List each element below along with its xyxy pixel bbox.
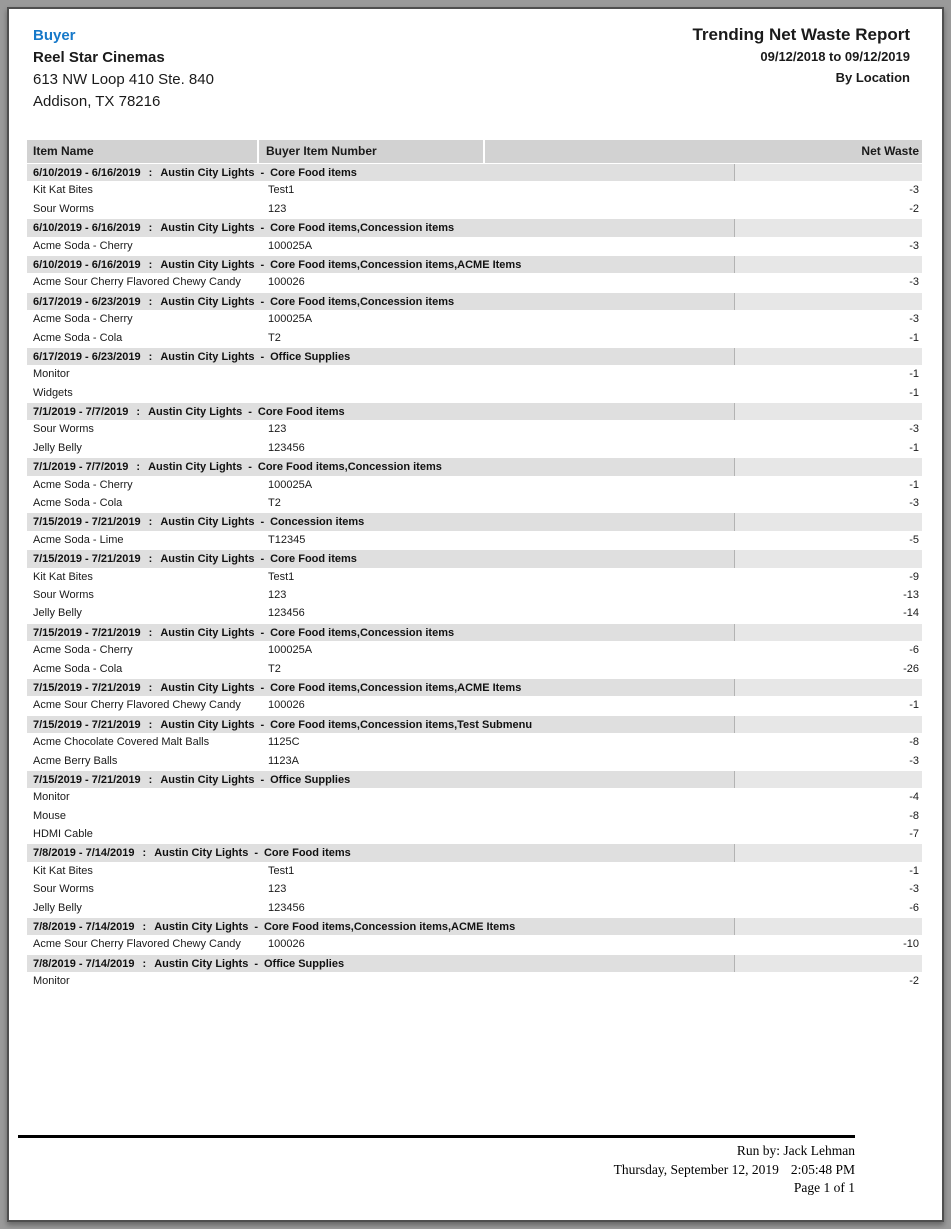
- buyer-item-number-cell: T2: [268, 662, 281, 675]
- group-separator-dash: -: [254, 957, 258, 970]
- group-separator-dash: -: [260, 258, 265, 271]
- group-separator-dash: -: [260, 350, 265, 363]
- group-header-row: [27, 770, 922, 788]
- group-category: Core Food items,Concession items,ACME Items: [270, 258, 522, 271]
- buyer-item-number-cell: 123: [268, 588, 287, 601]
- group-separator-colon: :: [136, 406, 141, 419]
- table-row: [27, 935, 922, 953]
- buyer-item-number-cell: T2: [268, 331, 281, 344]
- group-header-row: [27, 954, 922, 972]
- group-location: Austin City Lights: [160, 295, 255, 308]
- group-separator-colon: :: [148, 167, 153, 179]
- group-header-net-waste-cell: [734, 918, 922, 935]
- group-header-net-waste-cell: [734, 716, 922, 733]
- table-row: [27, 237, 922, 255]
- group-header-net-waste-cell: [734, 458, 922, 475]
- group-period: 7/1/2019 - 7/7/2019: [33, 461, 129, 474]
- group-header-row: [27, 457, 922, 475]
- group-separator-dash: -: [260, 553, 265, 566]
- group-header-label: [27, 716, 734, 733]
- group-period: 7/15/2019 - 7/21/2019: [33, 718, 141, 731]
- net-waste-cell: -1: [909, 478, 919, 491]
- group-location: Austin City Lights: [160, 516, 255, 529]
- group-separator-colon: :: [148, 773, 153, 786]
- group-location: Austin City Lights: [154, 921, 249, 934]
- group-separator-colon: :: [148, 295, 153, 308]
- buyer-item-number-cell: T12345: [268, 533, 306, 546]
- table-row: [27, 494, 922, 512]
- group-separator-dash: -: [260, 681, 265, 694]
- table-row: [27, 310, 922, 328]
- buyer-item-number-cell: 123: [268, 883, 287, 896]
- item-name-cell: Kit Kat Bites: [33, 184, 93, 197]
- item-name-cell: Acme Soda - Cherry: [33, 644, 133, 657]
- group-header-net-waste-cell: [734, 550, 922, 567]
- buyer-item-number-cell: 100026: [268, 699, 305, 712]
- report-grouping: By Location: [835, 70, 910, 85]
- item-name-cell: Widgets: [33, 386, 73, 399]
- buyer-item-number-cell: 100025A: [268, 239, 313, 252]
- buyer-item-number-cell: Test1: [268, 570, 295, 583]
- group-category: Core Food items,Concession items: [270, 222, 455, 235]
- table-row: [27, 365, 922, 383]
- group-header-label: [27, 771, 734, 788]
- group-header-net-waste-cell: [734, 256, 922, 273]
- table-row: [27, 788, 922, 806]
- table-row: [27, 899, 922, 917]
- group-period: 6/10/2019 - 6/16/2019: [33, 222, 141, 235]
- group-separator-colon: :: [148, 516, 153, 529]
- item-name-cell: Acme Soda - Cherry: [33, 478, 133, 491]
- group-header-label: [27, 458, 734, 475]
- buyer-address-line1: 613 NW Loop 410 Ste. 840: [33, 71, 214, 88]
- buyer-item-number-cell: 1125C: [268, 736, 300, 749]
- group-location: Austin City Lights: [160, 718, 255, 731]
- buyer-item-number-cell: [268, 825, 802, 843]
- group-header-label: [27, 403, 734, 420]
- group-location: Austin City Lights: [148, 461, 243, 474]
- table-row: [27, 329, 922, 347]
- group-header-label: [27, 293, 734, 310]
- group-separator-dash: -: [260, 773, 265, 786]
- table-row: [27, 696, 922, 714]
- group-category: Core Food items: [270, 553, 357, 566]
- group-header-net-waste-cell: [734, 679, 922, 696]
- group-separator-dash: -: [254, 847, 258, 860]
- buyer-item-number-cell: 100026: [268, 276, 305, 289]
- group-category: Concession items: [270, 516, 365, 529]
- group-separator-colon: :: [142, 847, 147, 860]
- net-waste-cell: -1: [909, 331, 919, 344]
- group-separator-dash: -: [260, 167, 265, 179]
- net-waste-cell: -2: [909, 975, 919, 988]
- buyer-item-number-cell: 123456: [268, 607, 305, 620]
- buyer-address-line2: Addison, TX 78216: [33, 93, 161, 110]
- table-row: [27, 273, 922, 291]
- group-header-net-waste-cell: [734, 771, 922, 788]
- item-name-cell: Acme Berry Balls: [33, 754, 118, 767]
- report-page-inner: [9, 9, 942, 1220]
- group-header-label: [27, 550, 734, 567]
- group-separator-dash: -: [260, 516, 265, 529]
- table-row: [27, 531, 922, 549]
- footer-datetime: [614, 1161, 855, 1180]
- buyer-item-number-cell: 100025A: [268, 478, 313, 491]
- net-waste-cell: -26: [903, 662, 919, 675]
- group-header-net-waste-cell: [734, 624, 922, 641]
- net-waste-cell: -3: [909, 754, 919, 767]
- group-category: Office Supplies: [270, 773, 351, 786]
- group-header-net-waste-cell: [734, 348, 922, 365]
- net-waste-cell: -10: [903, 938, 919, 951]
- group-header-net-waste-cell: [734, 955, 922, 972]
- group-period: 7/15/2019 - 7/21/2019: [33, 681, 141, 694]
- group-header-row: [27, 512, 922, 530]
- group-category: Core Food items,Concession items,Test Submenu: [270, 718, 533, 731]
- buyer-name: Reel Star Cinemas: [33, 49, 165, 66]
- footer-run-by: Run by: Jack Lehman: [736, 1143, 855, 1158]
- group-location: Austin City Lights: [148, 406, 243, 419]
- net-waste-cell: -3: [909, 497, 919, 510]
- group-separator-colon: :: [148, 718, 153, 731]
- item-name-cell: Sour Worms: [33, 588, 94, 601]
- group-separator-colon: :: [148, 626, 153, 639]
- group-period: 7/1/2019 - 7/7/2019: [33, 406, 129, 419]
- buyer-item-number-cell: [268, 384, 802, 402]
- table-row: [27, 880, 922, 898]
- group-location: Austin City Lights: [160, 258, 255, 271]
- group-separator-colon: :: [136, 461, 141, 474]
- group-separator-colon: :: [148, 553, 153, 566]
- table-row: [27, 586, 922, 604]
- table-row: [27, 807, 922, 825]
- net-waste-table: [27, 140, 922, 991]
- buyer-info-block: [33, 25, 214, 113]
- item-name-cell: Sour Worms: [33, 202, 94, 215]
- item-name-cell: Acme Sour Cherry Flavored Chewy Candy: [33, 276, 241, 289]
- table-header-row: [27, 140, 922, 163]
- group-category: Core Food items: [263, 847, 351, 860]
- group-header-row: [27, 402, 922, 420]
- item-name-cell: Acme Sour Cherry Flavored Chewy Candy: [33, 699, 241, 712]
- item-name-cell: Monitor: [33, 975, 70, 988]
- table-row: [27, 568, 922, 586]
- table-row: [27, 420, 922, 438]
- group-location: Austin City Lights: [160, 350, 255, 363]
- group-header-row: [27, 163, 922, 181]
- group-header-label: [27, 348, 734, 365]
- buyer-label: Buyer: [33, 27, 76, 44]
- group-header-row: [27, 715, 922, 733]
- group-period: 7/8/2019 - 7/14/2019: [33, 921, 135, 934]
- group-separator-colon: :: [142, 957, 147, 970]
- group-header-row: [27, 347, 922, 365]
- net-waste-cell: -3: [909, 313, 919, 326]
- item-name-cell: Kit Kat Bites: [33, 864, 93, 877]
- item-name-cell: Monitor: [33, 368, 70, 381]
- group-category: Core Food items,Concession items: [270, 295, 455, 308]
- group-header-net-waste-cell: [734, 293, 922, 310]
- item-name-cell: Sour Worms: [33, 423, 94, 436]
- group-separator-dash: -: [260, 295, 265, 308]
- item-name-cell: Acme Soda - Cola: [33, 497, 123, 510]
- item-name-cell: Acme Soda - Cherry: [33, 313, 133, 326]
- group-period: 6/17/2019 - 6/23/2019: [33, 350, 141, 363]
- group-location: Austin City Lights: [154, 847, 249, 860]
- item-name-cell: Acme Soda - Cherry: [33, 239, 133, 252]
- net-waste-cell: -1: [909, 386, 919, 399]
- table-row: [27, 200, 922, 218]
- group-category: Core Food items,Concession items,ACME Items: [263, 921, 516, 934]
- net-waste-cell: -1: [909, 699, 919, 712]
- net-waste-cell: -8: [909, 809, 919, 822]
- table-row: [27, 384, 922, 402]
- group-period: 6/10/2019 - 6/16/2019: [33, 167, 141, 179]
- group-category: Core Food items: [270, 167, 357, 179]
- group-header-net-waste-cell: [734, 219, 922, 236]
- table-row: [27, 181, 922, 199]
- item-name-cell: Sour Worms: [33, 883, 94, 896]
- table-row: [27, 825, 922, 843]
- group-period: 7/15/2019 - 7/21/2019: [33, 553, 141, 566]
- group-header-row: [27, 292, 922, 310]
- group-header-label: [27, 219, 734, 236]
- net-waste-cell: -14: [903, 607, 919, 620]
- group-category: Core Food items,Concession items,ACME Items: [270, 681, 522, 694]
- table-row: [27, 604, 922, 622]
- group-location: Austin City Lights: [160, 167, 255, 179]
- group-header-label: [27, 918, 734, 935]
- buyer-item-number-cell: 100025A: [268, 313, 313, 326]
- table-row: [27, 439, 922, 457]
- buyer-item-number-cell: [268, 972, 802, 990]
- group-period: 6/10/2019 - 6/16/2019: [33, 258, 141, 271]
- group-header-net-waste-cell: [734, 403, 922, 420]
- group-location: Austin City Lights: [160, 222, 255, 235]
- group-location: Austin City Lights: [160, 773, 255, 786]
- report-date-range: 09/12/2018 to 09/12/2019: [760, 49, 910, 64]
- footer-time: 2:05:48 PM: [790, 1161, 855, 1177]
- group-period: 7/8/2019 - 7/14/2019: [33, 847, 135, 860]
- item-name-cell: Jelly Belly: [33, 607, 82, 620]
- group-separator-dash: -: [260, 626, 265, 639]
- buyer-item-number-cell: Test1: [268, 864, 295, 877]
- item-name-cell: Acme Chocolate Covered Malt Balls: [33, 736, 210, 749]
- group-header-row: [27, 678, 922, 696]
- group-header-row: [27, 623, 922, 641]
- item-name-cell: Monitor: [33, 791, 70, 804]
- net-waste-cell: -3: [909, 883, 919, 896]
- group-separator-colon: :: [148, 350, 153, 363]
- group-header-row: [27, 549, 922, 567]
- footer-divider-line: [18, 1135, 855, 1138]
- item-name-cell: Acme Soda - Cola: [33, 662, 123, 675]
- group-separator-dash: -: [260, 718, 265, 731]
- item-name-cell: Kit Kat Bites: [33, 570, 93, 583]
- group-separator-colon: :: [148, 681, 153, 694]
- net-waste-cell: -1: [909, 441, 919, 454]
- item-name-cell: HDMI Cable: [33, 828, 93, 841]
- group-category: Core Food items,Concession items: [257, 461, 442, 474]
- group-separator-dash: -: [248, 406, 252, 419]
- group-header-label: [27, 256, 734, 273]
- table-row: [27, 476, 922, 494]
- group-header-row: [27, 917, 922, 935]
- group-period: 7/15/2019 - 7/21/2019: [33, 516, 141, 529]
- group-separator-dash: -: [260, 222, 265, 235]
- buyer-item-number-cell: 100026: [268, 938, 305, 951]
- item-name-cell: Acme Soda - Cola: [33, 331, 123, 344]
- group-location: Austin City Lights: [160, 681, 255, 694]
- group-header-net-waste-cell: [734, 513, 922, 530]
- item-name-cell: Jelly Belly: [33, 901, 82, 914]
- net-waste-cell: -7: [909, 828, 919, 841]
- group-header-label: [27, 624, 734, 641]
- group-header-label: [27, 955, 734, 972]
- group-header-row: [27, 843, 922, 861]
- net-waste-cell: -1: [909, 864, 919, 877]
- net-waste-cell: -1: [909, 368, 919, 381]
- group-category: Core Food items,Concession items: [270, 626, 455, 639]
- group-period: 7/15/2019 - 7/21/2019: [33, 773, 141, 786]
- group-header-net-waste-cell: [734, 164, 922, 181]
- group-header-label: [27, 164, 734, 181]
- group-period: 7/15/2019 - 7/21/2019: [33, 626, 141, 639]
- group-category: Office Supplies: [270, 350, 351, 363]
- table-row: [27, 660, 922, 678]
- report-title-block: [692, 24, 910, 88]
- buyer-item-number-cell: 123456: [268, 901, 305, 914]
- group-separator-dash: -: [254, 921, 258, 934]
- group-category: Core Food items: [257, 406, 345, 419]
- table-body: [27, 163, 922, 991]
- table-row: [27, 862, 922, 880]
- item-name-cell: Acme Sour Cherry Flavored Chewy Candy: [33, 938, 241, 951]
- group-header-label: [27, 513, 734, 530]
- net-waste-cell: -6: [909, 901, 919, 914]
- buyer-item-number-cell: Test1: [268, 184, 295, 197]
- net-waste-cell: -8: [909, 736, 919, 749]
- net-waste-cell: -4: [909, 791, 919, 804]
- buyer-item-number-cell: [268, 365, 802, 383]
- net-waste-cell: -3: [909, 276, 919, 289]
- table-row: [27, 733, 922, 751]
- table-row: [27, 641, 922, 659]
- buyer-item-number-cell: 123: [268, 202, 287, 215]
- net-waste-cell: -13: [903, 588, 919, 601]
- group-separator-colon: :: [148, 222, 153, 235]
- buyer-item-number-cell: T2: [268, 497, 281, 510]
- group-separator-colon: :: [148, 258, 153, 271]
- group-location: Austin City Lights: [160, 626, 255, 639]
- report-title: Trending Net Waste Report: [692, 25, 910, 44]
- column-header-net-waste: Net Waste: [861, 144, 919, 158]
- footer-page-info: Page 1 of 1: [793, 1180, 855, 1195]
- group-header-row: [27, 218, 922, 236]
- group-header-row: [27, 255, 922, 273]
- table-row: [27, 752, 922, 770]
- buyer-item-number-cell: 123456: [268, 441, 305, 454]
- net-waste-cell: -6: [909, 644, 919, 657]
- table-row: [27, 972, 922, 990]
- footer-date: Thursday, September 12, 2019: [613, 1161, 779, 1177]
- group-separator-dash: -: [248, 461, 252, 474]
- group-header-net-waste-cell: [734, 844, 922, 861]
- group-header-label: [27, 844, 734, 861]
- buyer-item-number-cell: [268, 807, 802, 825]
- group-period: 7/8/2019 - 7/14/2019: [33, 957, 135, 970]
- group-header-label: [27, 679, 734, 696]
- net-waste-cell: -3: [909, 184, 919, 197]
- net-waste-cell: -3: [909, 239, 919, 252]
- group-period: 6/17/2019 - 6/23/2019: [33, 295, 141, 308]
- group-category: Office Supplies: [263, 957, 345, 970]
- item-name-cell: Acme Soda - Lime: [33, 533, 124, 546]
- buyer-item-number-cell: [268, 788, 802, 806]
- net-waste-cell: -9: [909, 570, 919, 583]
- item-name-cell: Jelly Belly: [33, 441, 82, 454]
- buyer-item-number-cell: 123: [268, 423, 287, 436]
- column-header-buyer-item-number: Buyer Item Number: [259, 140, 485, 163]
- group-separator-colon: :: [142, 921, 147, 934]
- buyer-item-number-cell: 100025A: [268, 644, 313, 657]
- net-waste-cell: -3: [909, 423, 919, 436]
- column-header-item-name: Item Name: [27, 140, 259, 163]
- buyer-item-number-cell: 1123A: [268, 754, 299, 767]
- net-waste-cell: -5: [909, 533, 919, 546]
- group-location: Austin City Lights: [154, 957, 249, 970]
- net-waste-cell: -2: [909, 202, 919, 215]
- group-location: Austin City Lights: [160, 553, 255, 566]
- item-name-cell: Mouse: [33, 809, 67, 822]
- report-footer: [614, 1142, 855, 1198]
- report-page: [7, 7, 944, 1222]
